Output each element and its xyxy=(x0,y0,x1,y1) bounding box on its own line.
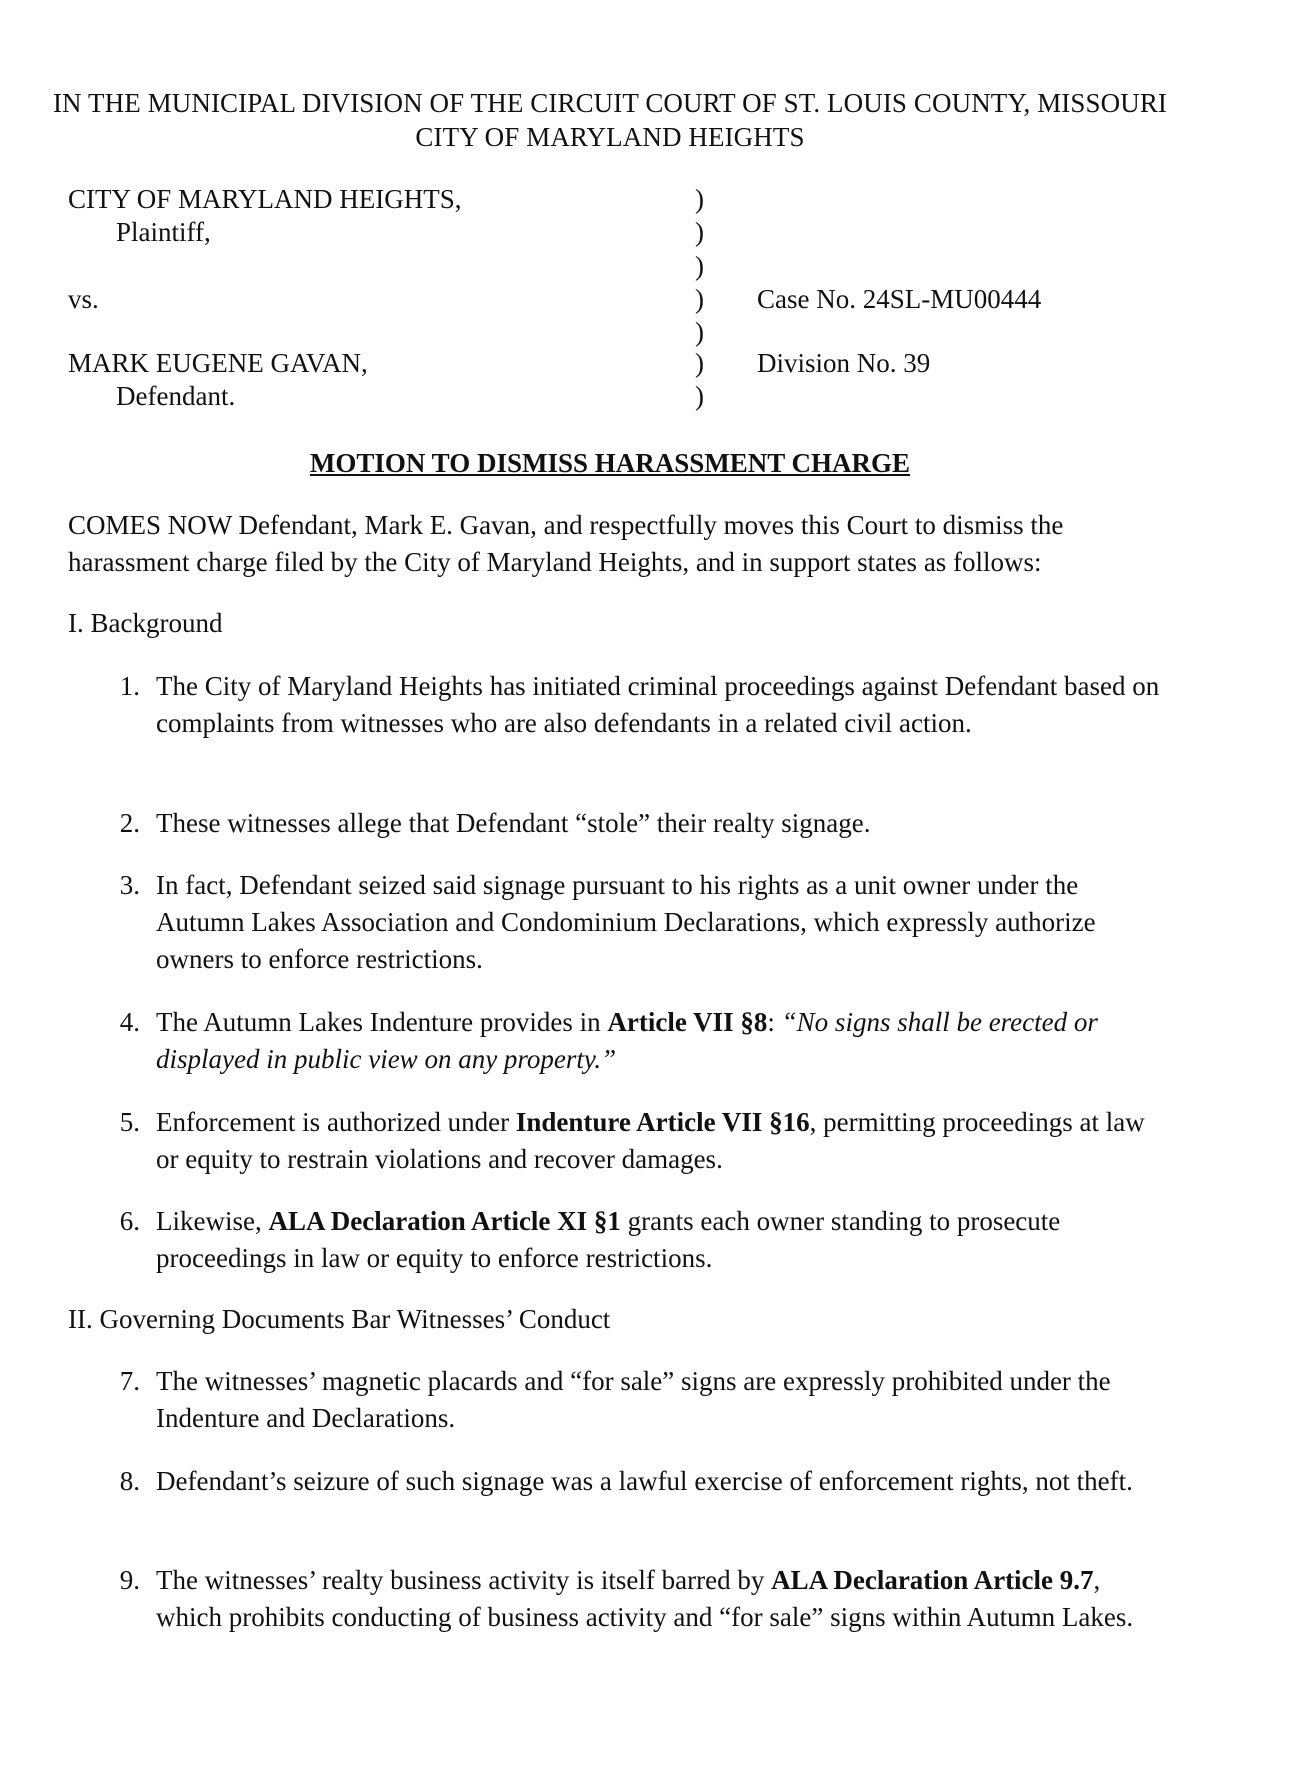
item-number: 4. xyxy=(119,1007,140,1037)
caption-bracket: ) xyxy=(695,381,704,411)
item-text-plain: Enforcement is authorized under xyxy=(156,1107,516,1137)
division-number: Division No. 39 xyxy=(757,348,931,378)
item-text: These witnesses allege that Defendant “stole” their realty signage. xyxy=(156,808,871,838)
plaintiff-role: Plaintiff, xyxy=(116,217,211,247)
citation: ALA Declaration Article 9.7 xyxy=(771,1565,1094,1595)
citation: Article VII §8 xyxy=(607,1007,768,1037)
item-text: Defendant’s seizure of such signage was a lawful exercise of enforcement rights, not theft. xyxy=(156,1466,1133,1496)
item-text-plain: Likewise, xyxy=(156,1206,269,1236)
defendant-role: Defendant. xyxy=(116,381,236,411)
section-heading-background: I. Background xyxy=(68,608,223,638)
case-number: Case No. 24SL-MU00444 xyxy=(757,284,1042,314)
plaintiff-name: CITY OF MARYLAND HEIGHTS, xyxy=(68,184,462,214)
item-number: 2. xyxy=(119,808,140,838)
citation: Indenture Article VII §16 xyxy=(515,1107,810,1137)
caption-bracket: ) xyxy=(695,348,704,378)
court-name: IN THE MUNICIPAL DIVISION OF THE CIRCUIT COURT OF ST. LOUIS COUNTY, MISSOURI xyxy=(52,88,1168,118)
item-text xyxy=(156,1104,1166,1178)
item-number: 5. xyxy=(119,1107,140,1137)
court-city: CITY OF MARYLAND HEIGHTS xyxy=(415,122,805,152)
item-text xyxy=(156,1203,1166,1277)
citation: ALA Declaration Article XI §1 xyxy=(268,1206,621,1236)
section-heading-governing-documents: II. Governing Documents Bar Witnesses’ Conduct xyxy=(68,1304,611,1334)
item-text-plain: The witnesses’ realty business activity is itself barred by xyxy=(156,1565,772,1595)
item-number: 8. xyxy=(119,1466,140,1496)
item-number: 1. xyxy=(119,671,140,701)
item-number: 3. xyxy=(119,870,140,900)
versus-label: vs. xyxy=(68,284,99,314)
item-text xyxy=(156,1562,1166,1636)
caption-bracket: ) xyxy=(695,317,704,347)
item-number: 6. xyxy=(119,1206,140,1236)
item-text: In fact, Defendant seized said signage pursuant to his rights as a unit owner under the Autumn Lakes Association and Condominium Declarations, which expressly authorize owners to enforce restrictions. xyxy=(156,870,1096,974)
item-text xyxy=(156,1004,1166,1078)
court-header xyxy=(0,86,1220,154)
caption-bracket: ) xyxy=(695,184,704,214)
quotation: “No signs shall be erected or displayed in public view on any property.” xyxy=(156,1007,1098,1074)
item-number: 7. xyxy=(119,1366,140,1396)
item-text-plain: grants each owner standing to prosecute proceedings in law or equity to enforce restrictions. xyxy=(156,1206,1061,1273)
item-text: The City of Maryland Heights has initiated criminal proceedings against Defendant based on complaints from witnesses who are also defendants in a related civil action. xyxy=(156,671,1160,738)
item-text-plain: , permitting proceedings at law or equity to restrain violations and recover damages. xyxy=(156,1107,1145,1174)
caption-bracket: ) xyxy=(695,217,704,247)
caption-bracket: ) xyxy=(695,251,704,281)
defendant-name: MARK EUGENE GAVAN, xyxy=(68,348,368,378)
item-text-plain: : xyxy=(767,1007,782,1037)
intro-paragraph: COMES NOW Defendant, Mark E. Gavan, and respectfully moves this Court to dismiss the harassment charge filed by the City of Maryland Heights, and in support states as follows: xyxy=(68,510,1064,577)
item-text-plain: The Autumn Lakes Indenture provides in xyxy=(156,1007,608,1037)
item-text: The witnesses’ magnetic placards and “for sale” signs are expressly prohibited under the Indenture and Declarations. xyxy=(156,1366,1111,1433)
motion-title: MOTION TO DISMISS HARASSMENT CHARGE xyxy=(309,448,911,478)
caption-bracket: ) xyxy=(695,284,704,314)
item-number: 9. xyxy=(119,1565,140,1595)
item-text-plain: , which prohibits conducting of business activity and “for sale” signs within Autumn Lakes. xyxy=(156,1565,1134,1632)
